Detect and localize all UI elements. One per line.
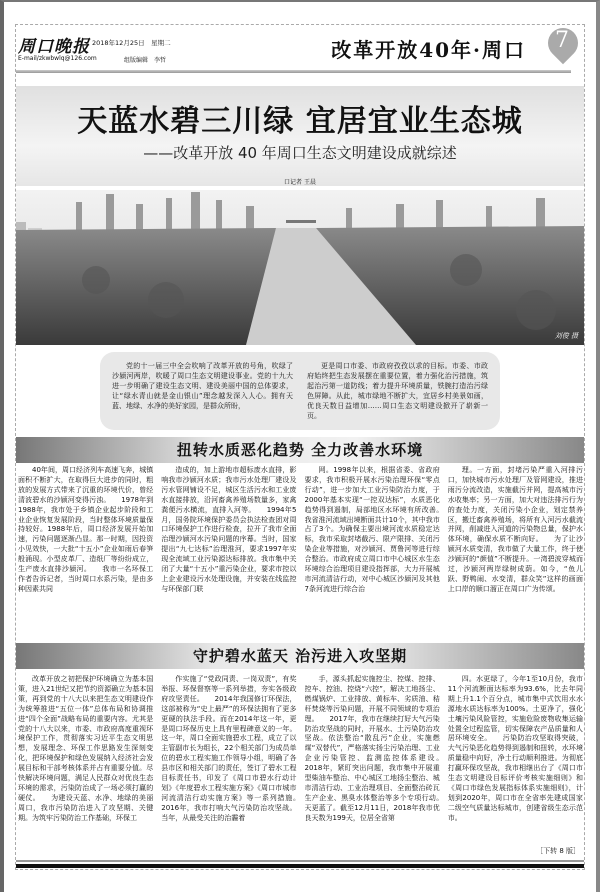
byline: 口记者 王晨 <box>284 179 316 186</box>
section-heading-pollution: 守护碧水蓝天 治污进入攻坚期 <box>16 643 584 669</box>
intro-paragraph: 更是周口市委、市政府孜孜以求的目标。市委、市政府始终把生态发展摆在重要位置，着力强化治污措施，筑起治污第一道防线；着力提升环境质量，铁腕打造治污绿色屏障。从此，城市绿地不断扩大，宜居乡村美景如画，优良天数日益增加……周口生态文明建设掀开了崭新一页。 <box>307 362 488 420</box>
editor: 组版编辑 李哲 <box>124 57 167 64</box>
article-column: 手，源头抓起实施控尘、控煤、控排、控车、控油、控烧“六控”，解决工地扬尘、燃煤锅炉、工业排放、黄标车、劣质油、秸秆焚烧等污染问题，开展不同领域的专项治理。 2017年，我市在继续打好大气污染防治攻坚战的同时，开展水、土污染防治攻坚战。依法整治“散乱污”企业，实施燃煤“双替代”，严格落实扬尘污染治理、工业企业污染管控、监测监控体系建设。 2018年，紧盯突出问题，我市集中开展重型柴油车整治、中心城区工地扬尘整治、城市清洁行动、工业治理项目、全面整治砖瓦生产企业、黑臭水体整治等多个专项行动。 天更蓝了。截至12月11日，2018年我市优良天数为199天，位居全省第 <box>304 675 440 822</box>
headline-block <box>16 86 584 186</box>
issue-date: 2018年12月25日 星期二 <box>92 39 171 47</box>
masthead-rule <box>16 70 571 73</box>
section2-body <box>18 675 583 847</box>
article-column: 网。1998年以来，根据省委、省政府要求，我市积极开展水污染治理环保“零点行动”，进一步加大工业污染防治力度，于2000年基本实现“一控双达标”，水质恶化趋势得到遏制，局部地区水环境有所改善。 我省淮河流域出境断面共计10个，其中我市占了3个。为确保主要出境河流水质稳定达标，我市采取封堵截污、限产限排、关闭污染企业等措施，对沙颍河、贾鲁河等进行综合整治。市政府成立周口市中心城区水生态环境综合治理项目建设指挥部，大力开展城市河流清洁行动，对中心城区沙颍河及其他7条河流进行综合治 <box>304 466 440 593</box>
masthead <box>16 28 584 72</box>
newspaper-logo: 周口晚报 <box>18 37 90 57</box>
headline: 天蓝水碧三川绿 宜居宜业生态城 <box>77 104 523 139</box>
continued-note: ［下转 8 版］ <box>536 847 580 855</box>
article-column: 造成的，加上游地市超标废水直排，影响我市沙颍河水质；我市污水处理厂建设及污水管网铺设不足，城区生活污水和工业废水直接排放，沿河畜禽养殖场数量多，家禽粪便污水横流，直排入河等。 1994年5月，国务院环境保护委员会执法检查团对周口环境保护工作进行检查，拉开了我市全面治理沙颍河水污染问题的序幕。当时，国家提出“九七达标”治理淮河，要求1997年实现全流域工业污染源达标排放。我市集中关闭了大量“十五小”重污染企业，要求市控以上企业建设污水处理设施，并安装在线监控与环保部门联 <box>161 466 297 593</box>
intro-box <box>100 352 500 430</box>
river-city-photo <box>16 190 584 345</box>
article-column: 改革开放之初把保护环境确立为基本国策，进入21世纪又把节约资源确立为基本国策，再到党的十八大以来把生态文明建设作为统筹推进“五位一体”总体布局和协调推进“四个全面”战略布局的重要内容。尤其是党的十八大以来，市委、市政府高度重视环境保护工作，贯彻落实习近平生态文明思想，发展理念、环保工作思路发生深刻变化，把环境保护和绿色发展纳入经济社会发展目标和干部考核体系并占有重要分值。尽快解决环境问题，满足人民群众对优良生态环境的需求，污染防治成了一场必须打赢的硬仗。 为建设天蓝、水净、地绿的美丽周口，我市污染防治进入了攻坚期、关键期。为筑牢污染防治工作基础，环保工 <box>18 675 154 822</box>
article-column: 理。一方面，封堵污染严重入河排污口，加快城市污水处理厂及管网建设，推进雨污分流改造，实施截污并网，提高城市污水收集率；另一方面，加大对违法排污行为的查处力度，关闭污染小企业，划定禁养区，搬迁畜禽养殖场，将所有入河污水截流并网，削减进入河道的污染物总量，保护水体环境，确保水质不断向好。 为了让沙颍河水质变清，我市做了大量工作，终于使沙颍河的“颜值”不断提升。一湾碧波穿城而过，沙颍河两岸绿树成荫。如今，“鱼儿跃、野鸭闹、水变清，群众笑”这样的画面上口岸的顺口溜正在周口广为传颂。 <box>447 466 583 593</box>
section-title: 改革开放40年·周口 <box>331 38 526 62</box>
subheadline: ——改革开放 40 年周口生态文明建设成就综述 <box>143 144 457 162</box>
bottom-rule-thick <box>16 864 584 868</box>
article-column: 作实施了“党政同责、一岗双责”，有奖举报、环保督察等一系列举措，夯实各级政府攻坚责任。 2014年我国修订环保法，这部被称为“史上最严”的环保法拥有了更多更硬的执法手段。而在2014年这一年，更是周口环保历史上具有里程碑意义的一年。这一年，周口全面实施碧水工程，成立了以主管副市长为组长，22个相关部门为成员单位的碧水工程实施工作领导小组，明确了各县市区和相关部门的责任，签订了碧水工程目标责任书，印发了《周口市碧水行动计划》《年度碧水工程实施方案》《周口市城市河流清洁行动实施方案》等一系列措施。 2016年，我市打响大气污染防治攻坚战。当年，从最受关注的治霾着 <box>161 675 297 822</box>
intro-paragraph: 党的十一届三中全会吹响了改革开放的号角，吹绿了沙颍河两岸，吹暖了周口生态文明建设事业。党的十九大进一步明确了建设生态文明、建设美丽中国的总体要求，让“绿水青山就是金山银山”理念越发深入人心。拥有天蓝、地绿、水净的美好家园，是群众所盼， <box>112 362 293 410</box>
section1-body <box>18 466 583 606</box>
page-number: 7 <box>555 28 569 53</box>
section-heading-water: 扭转水质恶化趋势 全力改善水环境 <box>16 437 584 463</box>
article-column: 四。水更绿了，今年1至10月份，我市11个河流断面达标率为93.6%，比去年同期上升1.1个百分点，城市集中式饮用水水源地水质达标率为100%。土更净了，强化土壤污染风险管控，实施危险废物收集运输处置全过程监管，切实保障农产品质量和人居环境安全。 污染防治攻坚取得突破，大气污染恶化趋势得到遏制和扭转，水环境质量稳中向好，净土行动顺利推进。为彻底打赢环保攻坚战，我市相继出台了《周口市生态文明建设目标评价考核实施细则》和《周口市绿色发展指标体系实施细则》，计划到2020年，周口市在全省率先建成国家二级空气质量达标城市，创建省级生态示范市。 <box>447 675 583 822</box>
email: E-mail/zkwbwlq@126.com <box>18 55 97 62</box>
article-column: 40年间，周口经济列车高速飞奔，城镇面积不断扩大，在取得巨大进步的同时，粗放的发展方式带来了沉重的环境代价，曾经清波碧水的沙颍河变得污浊。 1978年到1988年，我市处于乡镇企业起步阶段和工业企业恢复发展阶段，当时整体环境质量保持较好。1988年后，周口经济发展开始加速，污染问题逐渐凸显。那一时期，因投资小见效快，一大批“十五小”企业如雨后春笋般涌现。小型皮革厂、造纸厂等纷纷成立，生产废水直排沙颍河。 我市一名环保工作者告诉记者，当时周口水系污染，是由多种因素共同 <box>18 466 154 593</box>
photo-credit: 刘俊 摄 <box>554 332 578 340</box>
bottom-rule <box>16 860 584 862</box>
